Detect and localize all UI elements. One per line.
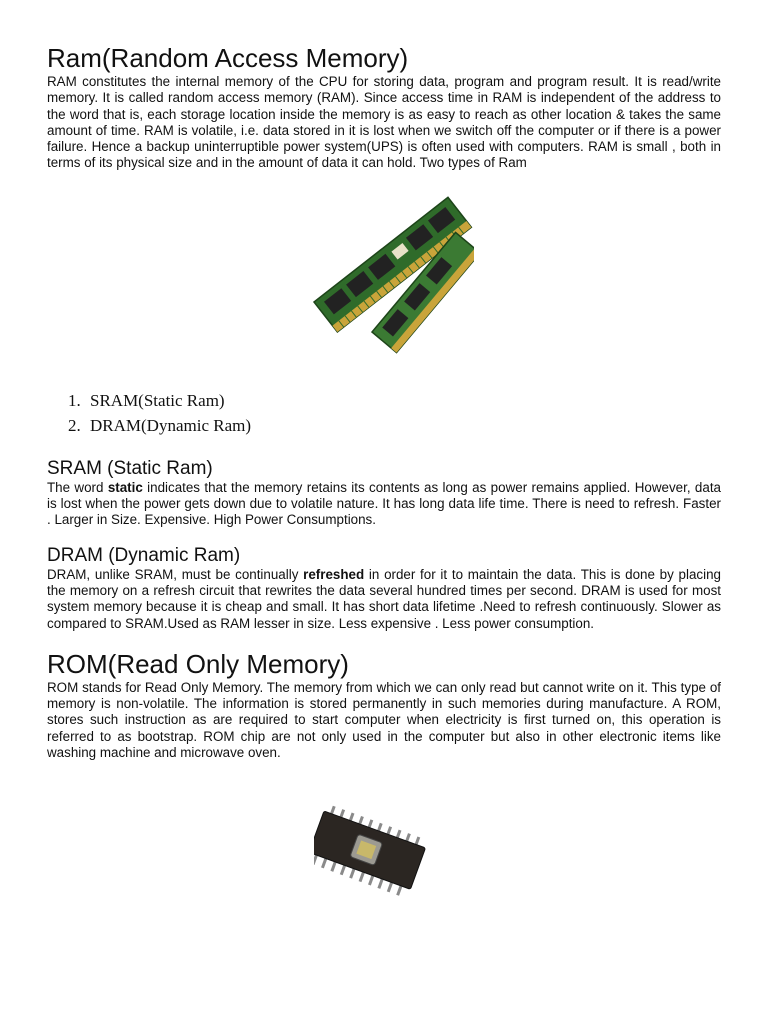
ram-heading: Ram(Random Access Memory) — [47, 43, 409, 73]
sram-paragraph: The word static indicates that the memory retains its contents as long as power remains applied. However, data is lost when the power gets down due to volatile nature. It has long data life time. There is need to refresh. Faster . Larger in Size. Expensive. High Power Consumptions. — [47, 479, 721, 528]
dram-paragraph: DRAM, unlike SRAM, must be continually refreshed in order for it to maintain the data. This is done by placing the memory on a refresh circuit that rewrites the data several hundred times per second. DRAM is used for most system memory because it is cheap and small. It has short data lifetime .Need to refresh continuously. Slower as compared to SRAM.Used as RAM lesser in size. Less expensive . Less power consumption. — [47, 566, 721, 631]
list-item: 1. SRAM(Static Ram) — [68, 390, 225, 410]
rom-heading: ROM(Read Only Memory) — [47, 648, 349, 679]
ram-modules-image — [47, 182, 721, 382]
document-page — [47, 42, 721, 911]
rom-chip-image — [47, 791, 721, 911]
eprom-chip-illustration — [314, 791, 454, 911]
list-item: 2. DRAM(Dynamic Ram) — [68, 415, 252, 435]
ram-types-list — [68, 388, 721, 438]
sram-heading: SRAM (Static Ram) — [47, 457, 213, 479]
ram-paragraph: RAM constitutes the internal memory of the CPU for storing data, program and program result. It is read/write memory. It is called random access memory (RAM). Since access time in RAM is independent of the address to the word that is, each storage location inside the memory is as easy to reach as other location & takes the same amount of time. RAM is volatile, i.e. data stored in it is lost when we switch off the computer or if there is a power failure. Hence a backup uninterruptible power system(UPS) is often used with computers. RAM is small , both in terms of its physical size and in the amount of data it can hold. Two types of Ram — [47, 74, 721, 171]
dram-heading: DRAM (Dynamic Ram) — [47, 544, 241, 566]
ram-sticks-illustration — [294, 182, 474, 362]
rom-paragraph: ROM stands for Read Only Memory. The memory from which we can only read but cannot write on it. This type of memory is non-volatile. The information is stored permanently in such memories during manufacture. A ROM, stores such instruction as are required to start computer when electricity is first turned on, this operation is referred to as bootstrap. ROM chip are not only used in the computer but also in other electronic items like washing machine and microwave oven. — [47, 679, 721, 761]
